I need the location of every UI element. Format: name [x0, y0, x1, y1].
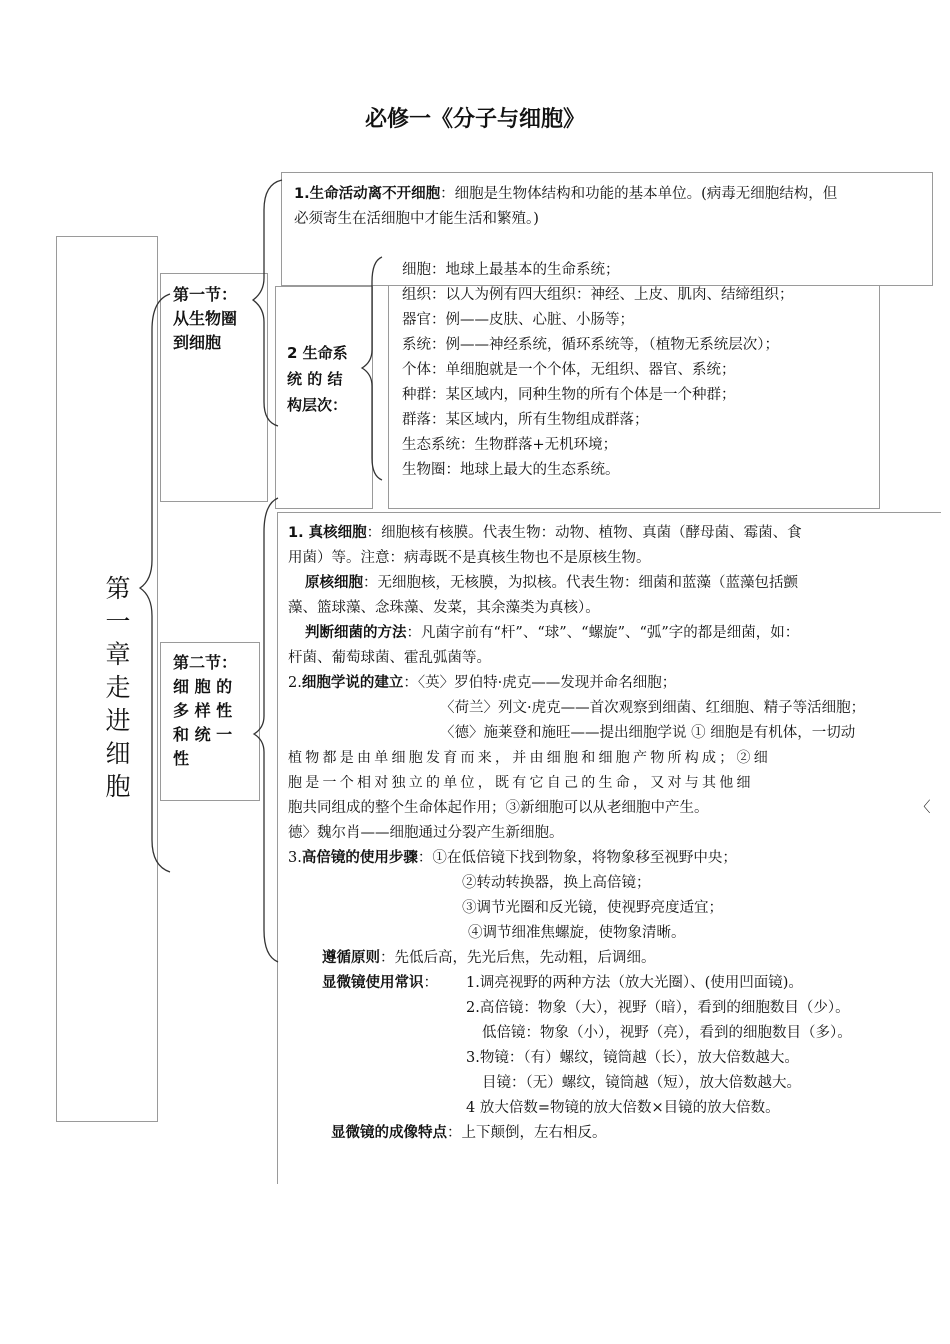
cell-theory-line2: 〈荷兰〉列文·虎克——首次观察到细菌、红细胞、精子等活细胞； [440, 700, 866, 716]
microscope-step2: ②转动转换器，换上高倍镜； [462, 875, 651, 891]
page-title: 必修一《分子与细胞》 [364, 107, 585, 132]
hierarchy-heading: 2 生命系 统 的 结 构层次： [287, 344, 348, 414]
knowledge-item6: 4 放大倍数=物镜的放大倍数×目镜的放大倍数。 [466, 1100, 780, 1116]
level-tissue: 组织：以人为例有四大组织：神经、上皮、肌肉、结缔组织； [402, 287, 794, 303]
chapter-label: 第 一 章 走 进 细 胞 [105, 574, 131, 801]
microscope-step4: ④调节细准焦螺旋，使物象清晰。 [468, 925, 686, 941]
microscope-step3: ③调节光圈和反光镜，使视野亮度适宜； [462, 900, 723, 916]
knowledge-item1: 1.调亮视野的两种方法（放大光圈）、(使用凹面镜)。 [466, 975, 803, 991]
level-individual: 个体：单细胞就是一个个体，无组织、器官、系统； [402, 362, 736, 378]
section2-brace [254, 498, 278, 962]
eukaryote-line2: 用菌）等。注意：病毒既不是真核生物也不是原核生物。 [288, 550, 651, 566]
section1-heading: 第一节： 从生物圈 到细胞 [173, 285, 238, 352]
cell-theory-line6b: 〈 [916, 800, 931, 816]
cell-theory-line4: 植 物 都 是 由 单 细 胞 发 育 而 来 ， 并 由 细 胞 和 细 胞 产 物 所 构 成 ； ② 细 [288, 750, 768, 766]
level-population: 种群：某区域内，同种生物的所有个体是一个种群； [402, 387, 736, 403]
level-biosphere: 生物圈：地球上最大的生态系统。 [402, 462, 620, 478]
section1-brace [253, 180, 282, 426]
cell-theory-line7: 德〉魏尔肖——细胞通过分裂产生新细胞。 [288, 825, 564, 841]
level-community: 群落：某区域内，所有生物组成群落； [402, 412, 649, 428]
microscope-step1: 3.高倍镜的使用步骤：①在低倍镜下找到物象，将物象移至视野中央； [288, 850, 737, 866]
cell-theory-line6: 胞共同组成的整个生命体起作用；③新细胞可以从老细胞中产生。 [288, 800, 709, 816]
imaging-line: 显微镜的成像特点：上下颠倒，左右相反。 [331, 1125, 607, 1141]
level-organ: 器官：例——皮肤、心脏、小肠等； [402, 312, 634, 328]
prokaryote-line2: 藻、篮球藻、念珠藻、发菜，其余藻类为真核）。 [288, 600, 600, 616]
bacteria-line1: 判断细菌的方法：凡菌字前有“杆”、“球”、“螺旋”、“弧”字的都是细菌，如： [305, 625, 800, 641]
cell-theory-line3: 〈德〉施莱登和施旺——提出细胞学说 ① 细胞是有机体，一切动 [440, 725, 856, 741]
item1-label: 1.生命活动离不开细胞 [294, 186, 441, 202]
knowledge-item5: 目镜：（无）螺纹，镜筒越（短），放大倍数越大。 [482, 1075, 801, 1091]
knowledge-item3: 低倍镜：物象（小），视野（亮），看到的细胞数目（多）。 [482, 1025, 852, 1041]
chapter-brace [140, 294, 170, 872]
prokaryote-line1: 原核细胞：无细胞核，无核膜，为拟核。代表生物：细菌和蓝藻（蓝藻包括颤 [305, 575, 798, 591]
level-ecosystem: 生态系统：生物群落+无机环境； [402, 437, 618, 453]
level-cell: 细胞：地球上最基本的生命系统； [402, 262, 620, 278]
knowledge-item4: 3.物镜：（有）螺纹，镜筒越（长），放大倍数越大。 [466, 1050, 799, 1066]
bacteria-line2: 杆菌、葡萄球菌、霍乱弧菌等。 [288, 650, 491, 666]
knowledge-line1: 显微镜使用常识： [322, 975, 438, 991]
hierarchy-brace [362, 257, 382, 480]
eukaryote-line1: 1. 真核细胞：细胞核有核膜。代表生物：动物、植物、真菌（酵母菌、霉菌、食 [288, 525, 802, 541]
principle-line: 遵循原则：先低后高，先光后焦，先动粗，后调细。 [322, 950, 656, 966]
item1-line1: 1.生命活动离不开细胞：细胞是生物体结构和功能的基本单位。(病毒无细胞结构，但 [294, 186, 838, 202]
cell-theory-line5: 胞 是 一 个 相 对 独 立 的 单 位 ， 既 有 它 自 己 的 生 命 ， 又 对 与 其 他 细 [288, 775, 750, 791]
knowledge-item2: 2.高倍镜：物象（大），视野（暗），看到的细胞数目（少）。 [466, 1000, 850, 1016]
level-system: 系统：例——神经系统，循环系统等，（植物无系统层次）； [402, 337, 779, 353]
cell-theory-line1: 2.细胞学说的建立：〈英〉罗伯特·虎克——发现并命名细胞； [288, 675, 677, 691]
section2-heading: 第二节： 细 胞 的 多 样 性 和 统 一 性 [173, 653, 238, 768]
item1-line2: 必须寄生在活细胞中才能生活和繁殖。) [294, 211, 539, 227]
